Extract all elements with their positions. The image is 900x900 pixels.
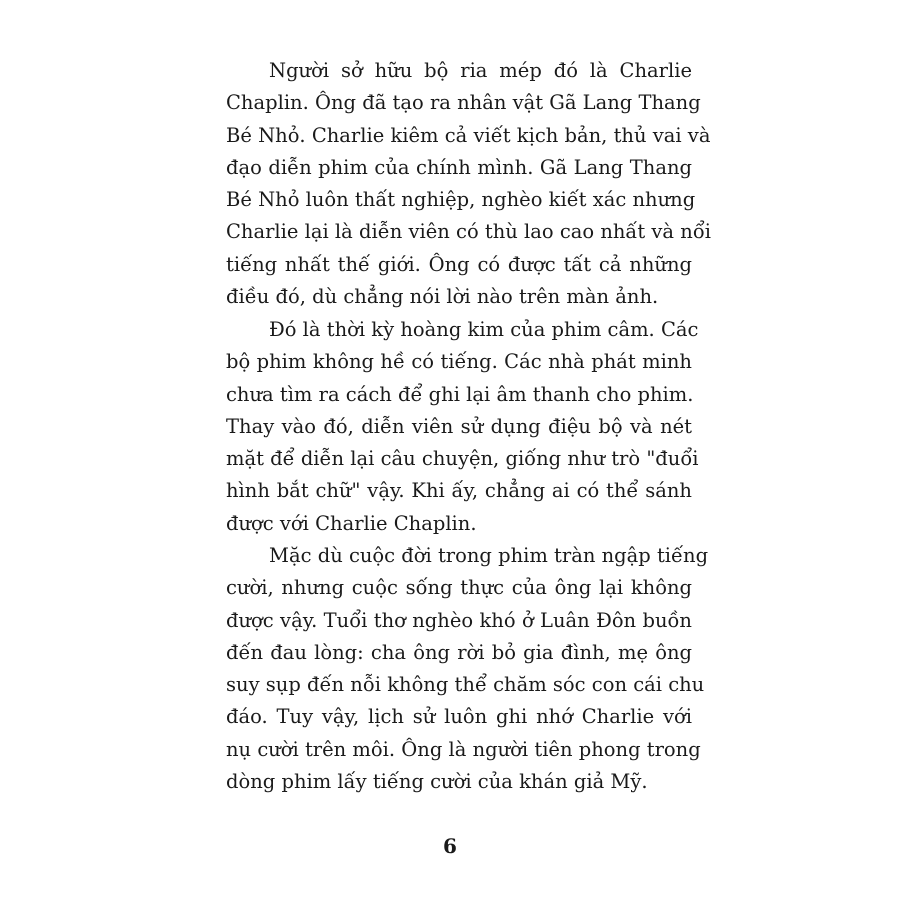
paragraph-3 <box>226 540 709 798</box>
text-line: điều đó, dù chẳng nói lời nào trên màn ảnh. <box>226 285 659 309</box>
text-line: Bé Nhỏ luôn thất nghiệp, nghèo kiết xác nhưng <box>226 188 696 212</box>
page-number: 6 <box>443 834 457 858</box>
text-line: Đó là thời kỳ hoàng kim của phim câm. Các <box>269 318 699 341</box>
text-line: được vậy. Tuổi thơ nghèo khó ở Luân Đôn buồn <box>226 608 692 632</box>
text-line: Charlie lại là diễn viên có thù lao cao nhất và nổi <box>226 220 711 244</box>
text-line: tiếng nhất thế giới. Ông có được tất cả những <box>226 252 692 276</box>
text-line: đáo. Tuy vậy, lịch sử luôn ghi nhớ Charlie với <box>226 705 692 729</box>
text-line: Chaplin. Ông đã tạo ra nhân vật Gã Lang Thang <box>226 91 701 115</box>
text-line: cười, nhưng cuộc sống thực của ông lại không <box>226 576 692 600</box>
text-line: hình bắt chữ" vậy. Khi ấy, chẳng ai có thể sánh <box>226 479 692 503</box>
text-line: Bé Nhỏ. Charlie kiêm cả viết kịch bản, thủ vai và <box>226 123 711 147</box>
text-line: chưa tìm ra cách để ghi lại âm thanh cho phim. <box>226 382 694 406</box>
text-line: suy sụp đến nỗi không thể chăm sóc con cái chu <box>226 673 705 697</box>
text-line: được với Charlie Chaplin. <box>226 511 477 535</box>
paragraph-2 <box>226 314 699 540</box>
text-line: bộ phim không hề có tiếng. Các nhà phát minh <box>226 350 692 374</box>
text-line: mặt để diễn lại câu chuyện, giống như trò "đuổi <box>226 447 699 471</box>
text-line: nụ cười trên môi. Ông là người tiên phong trong <box>226 737 701 761</box>
text-line: Mặc dù cuộc đời trong phim tràn ngập tiếng <box>269 544 709 567</box>
text-line: Người sở hữu bộ ria mép đó là Charlie <box>269 59 692 82</box>
text-line: đến đau lòng: cha ông rời bỏ gia đình, mẹ ông <box>226 640 692 664</box>
text-line: đạo diễn phim của chính mình. Gã Lang Thang <box>226 155 692 179</box>
text-line: dòng phim lấy tiếng cười của khán giả Mỹ. <box>226 770 648 794</box>
text-line: Thay vào đó, diễn viên sử dụng điệu bộ và nét <box>226 414 692 438</box>
paragraph-1 <box>226 55 711 313</box>
